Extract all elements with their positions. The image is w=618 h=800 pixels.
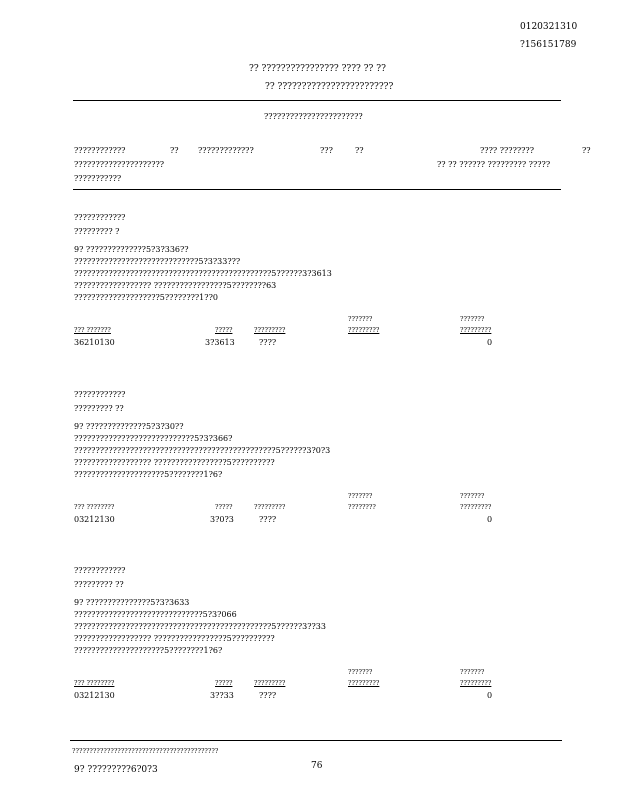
- table-cell: 3?3613: [205, 338, 235, 347]
- footer-left-text: 9? ?????????6?0?3: [74, 765, 158, 775]
- record-subheading: ????????? ?: [74, 227, 120, 236]
- record-line-2: ????????????????????????????5?3?366?: [74, 434, 233, 443]
- table-cell: 03212130: [74, 691, 115, 700]
- info-rule: [73, 189, 561, 190]
- table-header-top: ???????: [460, 492, 485, 500]
- footer-rule: [70, 740, 562, 741]
- info-row3: ???????????: [74, 174, 122, 183]
- record-line-5: ?????????????????????5????????1?6?: [74, 646, 223, 655]
- record-line-2: ??????????????????????????????5?3?066: [74, 610, 237, 619]
- info-row2-left: ?????????????????????: [74, 160, 165, 169]
- record-line-4: ?????????????????? ?????????????????5??????????: [74, 634, 275, 643]
- table-header-top: ???????: [348, 668, 373, 676]
- table-header: ??? ????????: [74, 679, 115, 687]
- header-line-2: ?? ????????????????????????: [265, 82, 394, 92]
- section-title: ???????????????????????: [264, 112, 363, 121]
- table-header: ?????????: [348, 326, 380, 334]
- table-header: ??? ????????: [74, 503, 115, 511]
- table-cell: 36210130: [74, 338, 115, 347]
- table-cell: 3??33: [210, 691, 234, 700]
- record-line-1: 9? ???????????????5?3?3633: [74, 598, 190, 607]
- info-row1-col4: ???: [320, 146, 333, 155]
- table-header: ?????????: [460, 679, 492, 687]
- table-header: ?????????: [348, 679, 380, 687]
- record-line-1: 9? ??????????????5?3?336??: [74, 245, 189, 254]
- table-cell: ????: [259, 338, 277, 347]
- table-header-top: ???????: [460, 315, 485, 323]
- record-line-5: ????????????????????5????????1??0: [74, 293, 218, 302]
- info-row1-col7: ??: [582, 146, 591, 155]
- record-heading: ????????????: [74, 213, 126, 222]
- info-row1-col3: ?????????????: [198, 146, 254, 155]
- record-line-5: ?????????????????????5????????1?6?: [74, 470, 223, 479]
- record-heading: ????????????: [74, 390, 126, 399]
- info-row1-col1: ????????????: [74, 146, 126, 155]
- table-header: ?????????: [460, 326, 492, 334]
- record-subheading: ????????? ??: [74, 404, 124, 413]
- record-line-3: ??????????????????????????????????????????????5??????3??33: [74, 622, 326, 631]
- record-heading: ????????????: [74, 566, 126, 575]
- table-cell: ????: [259, 515, 277, 524]
- table-header: ?????: [215, 503, 233, 511]
- table-header: ??? ???????: [74, 326, 111, 334]
- record-subheading: ????????? ??: [74, 580, 124, 589]
- table-header-top: ???????: [348, 315, 373, 323]
- record-line-1: 9? ??????????????5?3?30??: [74, 422, 184, 431]
- info-row1-col5: ??: [355, 146, 364, 155]
- record-line-2: ?????????????????????????????5?3?33???: [74, 257, 241, 266]
- table-header: ?????: [215, 326, 233, 334]
- document-code-1: 0120321310: [520, 22, 578, 32]
- footnote-line: ??????????????????????????????????????????: [72, 747, 219, 755]
- table-cell: 0: [487, 691, 493, 700]
- table-header: ?????????: [460, 503, 492, 511]
- table-header-top: ???????: [348, 492, 373, 500]
- table-cell: 0: [487, 338, 493, 347]
- table-header: ?????????: [254, 503, 286, 511]
- info-row2-right: ?? ?? ?????? ????????? ?????: [437, 160, 551, 169]
- document-code-2: ?156151789: [520, 40, 577, 50]
- header-rule: [73, 100, 561, 101]
- header-line-1: ?? ???????????????? ???? ?? ??: [249, 64, 386, 74]
- table-cell: 0: [487, 515, 493, 524]
- table-header-top: ???????: [460, 668, 485, 676]
- table-header: ?????????: [254, 679, 286, 687]
- record-line-4: ?????????????????? ?????????????????5????????63: [74, 281, 277, 290]
- record-line-4: ?????????????????? ?????????????????5??????????: [74, 458, 275, 467]
- table-cell: ????: [259, 691, 277, 700]
- table-header: ????????: [348, 503, 376, 511]
- info-row1-col6: ???? ????????: [480, 146, 535, 155]
- record-line-3: ???????????????????????????????????????????????5??????3?0?3: [74, 446, 331, 455]
- table-cell: 03212130: [74, 515, 115, 524]
- record-line-3: ??????????????????????????????????????????????5??????3?3613: [74, 269, 332, 278]
- table-header: ?????: [215, 679, 233, 687]
- page-number: 76: [311, 761, 323, 771]
- info-row1-col2: ??: [170, 146, 179, 155]
- table-header: ?????????: [254, 326, 286, 334]
- table-cell: 3?0?3: [210, 515, 234, 524]
